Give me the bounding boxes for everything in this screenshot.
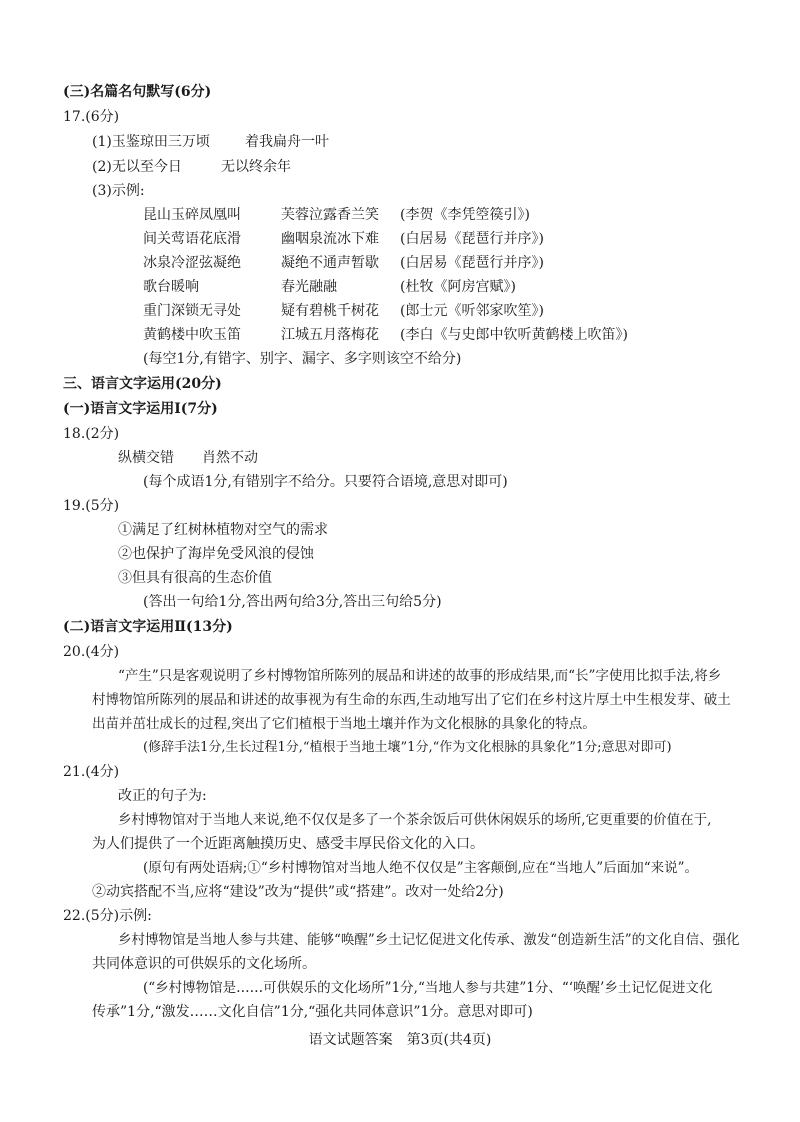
q22-number: 22.(5分)示例: [63, 908, 152, 924]
example-cell: 歌台暖响 [143, 279, 199, 295]
q21-number: 21.(4分) [63, 764, 120, 780]
example-cell: 昆山玉碎凤凰叫 [143, 207, 241, 223]
q22-paragraph-line-1: 乡村博物馆是当地人参与共建、能够“唤醒”乡土记忆促进文化传承、激发“创造新生活”的文化自信、强化 [118, 932, 740, 948]
q21-scoring-note-2: ②动宾搭配不当,应将“建设”改为“提供”或“搭建”。改对一处给2分) [92, 884, 504, 900]
example-source: (杜牧《阿房宫赋》) [400, 279, 516, 295]
example-source: (李贺《李凭箜篌引》) [400, 207, 530, 223]
example-source: (白居易《琵琶行并序》) [400, 231, 544, 247]
example-cell: 芙蓉泣露香兰笑 [281, 207, 379, 223]
q19-scoring-note: (答出一句给1分,答出两句给3分,答出三句给5分) [143, 594, 442, 610]
part3-heading: 三、语言文字运用(20分) [63, 376, 222, 392]
example-source: (白居易《琵琶行并序》) [400, 255, 544, 271]
example-cell: 重门深锁无寻处 [143, 303, 241, 319]
example-cell: 冰泉冷涩弦凝绝 [143, 255, 241, 271]
q18-number: 18.(2分) [63, 426, 120, 442]
q17-scoring-note: (每空1分,有错字、别字、漏字、多字则该空不给分) [143, 351, 462, 367]
page-footer: 语文试题答案 第3页(共4页) [308, 1032, 492, 1048]
q17-item2-a: (2)无以至今日 [92, 159, 182, 175]
q19-answer-2: ②也保护了海岸免受风浪的侵蚀 [118, 546, 314, 562]
q18-scoring-note: (每个成语1分,有错别字不给分。只要符合语境,意思对即可) [143, 474, 508, 490]
example-cell: 间关莺语花底滑 [143, 231, 241, 247]
example-cell: 幽咽泉流冰下难 [281, 231, 379, 247]
q20-paragraph-line-3: 出苗并茁壮成长的过程,突出了它们植根于当地土壤并作为文化根脉的具象化的特点。 [92, 716, 596, 732]
q17-item1-a: (1)玉鉴琼田三万顷 [92, 134, 210, 150]
example-source: (李白《与史郎中钦听黄鹤楼上吹笛》) [400, 327, 628, 343]
q22-paragraph-line-2: 共同体意识的可供娱乐的文化场所。 [92, 956, 316, 972]
q18-answer: 纵横交错 肖然不动 [118, 450, 258, 466]
q17-number: 17.(6分) [63, 109, 120, 125]
q22-scoring-note-1: (“乡村博物馆是……可供娱乐的文化场所”1分,“当地人参与共建”1分、“‘唤醒’乡土记忆促进文化 [143, 980, 713, 996]
q17-item3: (3)示例: [92, 183, 145, 199]
q17-item2-b: 无以终余年 [221, 159, 291, 175]
example-cell: 黄鹤楼中吹玉笛 [143, 327, 241, 343]
q22-scoring-note-2: 传承”1分,“激发……文化自信”1分,“强化共同体意识”1分。意思对即可) [92, 1004, 533, 1020]
q20-paragraph-line-1: “产生”只是客观说明了乡村博物馆所陈列的展品和讲述的故事的形成结果,而“长”字使用比拟手法,将乡 [118, 668, 722, 684]
example-cell: 江城五月落梅花 [281, 327, 379, 343]
sub2-heading: (二)语言文字运用Ⅱ(13分) [63, 619, 233, 635]
example-cell: 凝绝不通声暂歇 [281, 255, 379, 271]
q21-line-3: 为人们提供了一个近距离触摸历史、感受丰厚民俗文化的入口。 [92, 836, 484, 852]
q20-scoring-note: (修辞手法1分,生长过程1分,“植根于当地土壤”1分,“作为文化根脉的具象化”1分;意思对即可) [143, 740, 672, 755]
sub1-heading: (一)语言文字运用Ⅰ(7分) [63, 401, 218, 417]
q19-answer-1: ①满足了红树林植物对空气的需求 [118, 522, 328, 538]
q19-answer-3: ③但具有很高的生态价值 [118, 570, 272, 586]
q20-number: 20.(4分) [63, 644, 120, 660]
q21-line-2: 乡村博物馆对于当地人来说,绝不仅仅是多了一个茶余饭后可供休闲娱乐的场所,它更重要的价值在于, [118, 812, 712, 828]
example-cell: 疑有碧桃千树花 [281, 303, 379, 319]
q20-paragraph-line-2: 村博物馆所陈列的展品和讲述的故事视为有生命的东西,生动地写出了它们在乡村这片厚土中生根发芽、破土 [92, 692, 731, 708]
example-source: (郎士元《听邻家吹笙》) [400, 303, 544, 319]
section-heading-3: (三)名篇名句默写(6分) [63, 84, 212, 100]
q19-number: 19.(5分) [63, 498, 120, 514]
q21-line-1: 改正的句子为: [118, 788, 207, 804]
q21-scoring-note-1: (原句有两处语病;①“乡村博物馆对当地人绝不仅仅是”主客颠倒,应在“当地人”后面加“来说”。 [143, 860, 699, 876]
example-cell: 春光融融 [281, 279, 337, 295]
q17-item1-b: 着我扁舟一叶 [245, 134, 329, 150]
